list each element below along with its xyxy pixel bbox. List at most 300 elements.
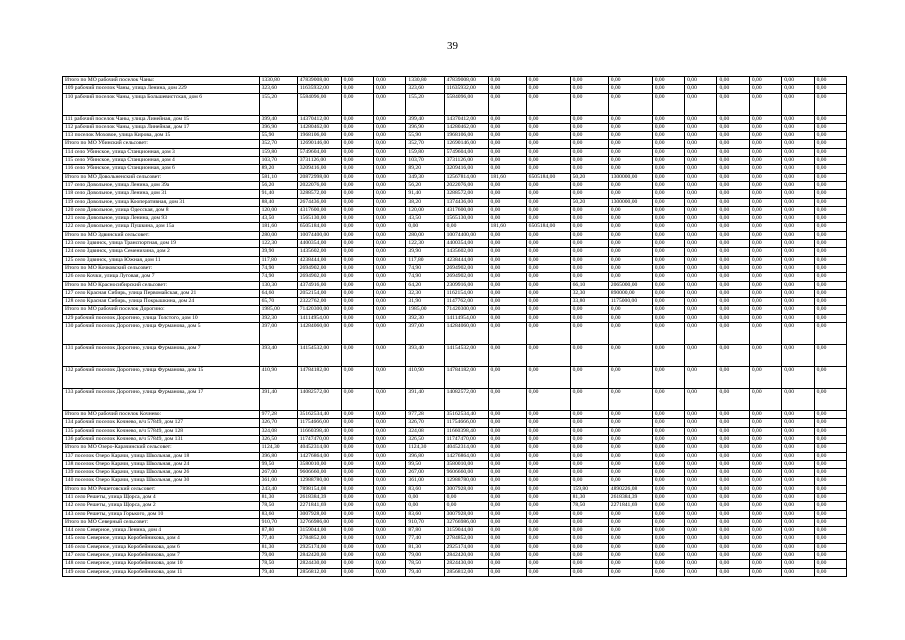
value-cell: 11660398,40 xyxy=(297,427,341,435)
value-cell: 0,00 xyxy=(652,444,684,452)
value-cell: 0,00 xyxy=(749,552,781,560)
value-cell: 0,00 xyxy=(488,157,526,165)
value-cell: 0,00 xyxy=(341,306,373,314)
value-cell: 0,00 xyxy=(652,435,684,443)
value-cell: 0,00 xyxy=(488,323,526,345)
value-cell: 2022076,00 xyxy=(444,181,488,189)
value-cell: 74,90 xyxy=(259,264,297,272)
value-cell: 38,20 xyxy=(406,198,444,206)
value-cell: 0,00 xyxy=(685,248,717,256)
value-cell: 2674436,00 xyxy=(297,198,341,206)
value-cell: 4400354,00 xyxy=(297,240,341,248)
value-cell: 399,40 xyxy=(406,115,444,123)
value-cell: 0,00 xyxy=(652,215,684,223)
value-cell: 396,90 xyxy=(406,123,444,131)
value-cell: 0,00 xyxy=(341,165,373,173)
value-cell: 0,00 xyxy=(749,165,781,173)
value-cell: 0,00 xyxy=(341,427,373,435)
value-cell: 181,60 xyxy=(488,173,526,181)
value-cell: 0,00 xyxy=(749,435,781,443)
value-cell: 11747470,00 xyxy=(444,435,488,443)
value-cell: 0,00 xyxy=(782,411,814,419)
value-cell: 0,00 xyxy=(341,543,373,551)
value-cell: 0,00 xyxy=(782,552,814,560)
table-row xyxy=(63,157,847,165)
value-cell: 6505184,00 xyxy=(526,223,570,231)
table-row-total xyxy=(63,485,847,493)
value-cell: 14280462,00 xyxy=(444,123,488,131)
value-cell: 0,00 xyxy=(374,323,406,345)
value-cell: 0,00 xyxy=(782,323,814,345)
value-cell: 0,00 xyxy=(685,543,717,551)
value-cell: 0,00 xyxy=(749,306,781,314)
value-cell: 0,00 xyxy=(652,419,684,427)
value-cell: 6505184,00 xyxy=(297,223,341,231)
row-name-cell: 122 село Довольное, улица Пушкина, дом 15а xyxy=(63,223,260,231)
value-cell: 0,00 xyxy=(652,367,684,389)
value-cell: 47839008,00 xyxy=(297,77,341,85)
table-row xyxy=(63,132,847,140)
value-cell: 0,00 xyxy=(782,435,814,443)
value-cell: 0,00 xyxy=(570,367,608,389)
value-cell: 0,00 xyxy=(814,314,846,322)
value-cell: 11635932,00 xyxy=(297,85,341,93)
value-cell: 0,00 xyxy=(717,140,749,148)
value-cell: 267,00 xyxy=(406,469,444,477)
value-cell: 0,00 xyxy=(341,493,373,501)
value-cell: 0,00 xyxy=(374,535,406,543)
value-cell: 0,00 xyxy=(526,568,570,576)
table-row xyxy=(63,165,847,173)
value-cell: 0,00 xyxy=(488,231,526,239)
value-cell: 0,00 xyxy=(749,264,781,272)
value-cell: 2694902,00 xyxy=(297,273,341,281)
value-cell: 81,30 xyxy=(570,493,608,501)
value-cell: 130,30 xyxy=(259,281,297,289)
row-name-cell: 148 село Северное, улица Коробейникова, дом 10 xyxy=(63,560,260,568)
value-cell: 1330,80 xyxy=(406,77,444,85)
value-cell: 0,00 xyxy=(685,493,717,501)
value-cell: 0,00 xyxy=(814,485,846,493)
value-cell: 14276864,00 xyxy=(297,452,341,460)
value-cell: 0,00 xyxy=(814,198,846,206)
value-cell: 0,00 xyxy=(717,85,749,93)
table-row-total xyxy=(63,140,847,148)
row-name-cell: 131 рабочий поселок Дорогино, улица Фурманова, дом 7 xyxy=(63,345,260,367)
value-cell: 4374916,00 xyxy=(297,281,341,289)
value-cell: 0,00 xyxy=(685,165,717,173)
value-cell: 0,00 xyxy=(488,248,526,256)
value-cell: 0,00 xyxy=(717,181,749,189)
value-cell: 393,40 xyxy=(259,345,297,367)
value-cell: 0,00 xyxy=(814,215,846,223)
value-cell: 56,20 xyxy=(406,181,444,189)
row-name-cell: 144 село Северное, улица Ленина, дом 4 xyxy=(63,527,260,535)
value-cell: 0,00 xyxy=(341,173,373,181)
value-cell: 0,00 xyxy=(717,345,749,367)
value-cell: 39,90 xyxy=(406,248,444,256)
value-cell: 0,00 xyxy=(717,411,749,419)
value-cell: 0,00 xyxy=(570,93,608,115)
value-cell: 0,00 xyxy=(341,115,373,123)
value-cell: 0,00 xyxy=(652,77,684,85)
value-cell: 0,00 xyxy=(341,460,373,468)
value-cell: 43,50 xyxy=(406,215,444,223)
value-cell: 0,00 xyxy=(782,231,814,239)
value-cell: 12690146,00 xyxy=(444,140,488,148)
value-cell: 0,00 xyxy=(685,502,717,510)
value-cell: 0,00 xyxy=(526,256,570,264)
value-cell: 0,00 xyxy=(749,460,781,468)
value-cell: 0,00 xyxy=(374,140,406,148)
value-cell: 2022076,00 xyxy=(297,181,341,189)
value-cell: 0,00 xyxy=(782,77,814,85)
value-cell: 0,00 xyxy=(652,452,684,460)
value-cell: 0,00 xyxy=(488,568,526,576)
value-cell: 6505184,00 xyxy=(526,173,570,181)
value-cell: 99,50 xyxy=(259,460,297,468)
value-cell: 0,00 xyxy=(341,527,373,535)
value-cell: 0,00 xyxy=(488,115,526,123)
value-cell: 0,00 xyxy=(652,157,684,165)
value-cell: 0,00 xyxy=(526,485,570,493)
row-name-cell: 142 село Решеты, улица Щорса, дом 2 xyxy=(63,502,260,510)
table-row xyxy=(63,560,847,568)
value-cell: 0,00 xyxy=(685,419,717,427)
value-cell: 7898154,08 xyxy=(297,485,341,493)
value-cell: 0,00 xyxy=(685,427,717,435)
value-cell: 0,00 xyxy=(526,190,570,198)
value-cell: 0,00 xyxy=(685,560,717,568)
row-name-cell: 121 село Довольное, улица Ленина, дом 93 xyxy=(63,215,260,223)
value-cell: 0,00 xyxy=(814,181,846,189)
value-cell: 0,00 xyxy=(652,535,684,543)
value-cell: 0,00 xyxy=(374,206,406,214)
value-cell: 0,00 xyxy=(685,469,717,477)
value-cell: 0,00 xyxy=(717,477,749,485)
value-cell: 0,00 xyxy=(652,148,684,156)
value-cell: 14284060,00 xyxy=(297,323,341,345)
value-cell: 0,00 xyxy=(782,543,814,551)
value-cell: 0,00 xyxy=(341,435,373,443)
value-cell: 0,00 xyxy=(374,560,406,568)
value-cell: 0,00 xyxy=(374,367,406,389)
value-cell: 89,20 xyxy=(259,165,297,173)
value-cell: 0,00 xyxy=(749,115,781,123)
value-cell: 0,00 xyxy=(782,181,814,189)
value-cell: 9606660,00 xyxy=(297,469,341,477)
value-cell: 0,00 xyxy=(341,181,373,189)
value-cell: 0,00 xyxy=(341,85,373,93)
value-cell: 1300000,00 xyxy=(608,173,652,181)
value-cell: 0,00 xyxy=(717,215,749,223)
value-cell: 396,80 xyxy=(259,452,297,460)
value-cell: 0,00 xyxy=(749,345,781,367)
value-cell: 0,00 xyxy=(685,314,717,322)
value-cell: 47839008,00 xyxy=(444,77,488,85)
value-cell: 0,00 xyxy=(749,444,781,452)
value-cell: 0,00 xyxy=(341,469,373,477)
value-cell: 0,00 xyxy=(782,527,814,535)
value-cell: 0,00 xyxy=(749,281,781,289)
value-cell: 0,00 xyxy=(782,157,814,165)
value-cell: 0,00 xyxy=(374,485,406,493)
row-name-cell: Итого по МО Северный сельсовет: xyxy=(63,518,260,526)
value-cell: 0,00 xyxy=(488,314,526,322)
value-cell: 1985,00 xyxy=(259,306,297,314)
value-cell: 117,80 xyxy=(406,256,444,264)
value-cell: 32766986,00 xyxy=(297,518,341,526)
value-cell: 0,00 xyxy=(374,215,406,223)
value-cell: 0,00 xyxy=(341,477,373,485)
value-cell: 0,00 xyxy=(717,148,749,156)
value-cell: 0,00 xyxy=(488,510,526,518)
value-cell: 3159044,00 xyxy=(297,527,341,535)
value-cell: 0,00 xyxy=(444,493,488,501)
value-cell: 1968106,00 xyxy=(444,132,488,140)
value-cell: 324,08 xyxy=(259,427,297,435)
value-cell: 3007928,00 xyxy=(444,485,488,493)
value-cell: 0,00 xyxy=(717,132,749,140)
value-cell: 87,80 xyxy=(259,527,297,535)
value-cell: 1565130,00 xyxy=(297,215,341,223)
value-cell: 0,00 xyxy=(749,469,781,477)
value-cell: 0,00 xyxy=(488,427,526,435)
value-cell: 2842420,00 xyxy=(444,552,488,560)
value-cell: 0,00 xyxy=(374,273,406,281)
value-cell: 0,00 xyxy=(782,314,814,322)
value-cell: 0,00 xyxy=(526,248,570,256)
table-row xyxy=(63,298,847,306)
value-cell: 0,00 xyxy=(526,444,570,452)
row-name-cell: 109 рабочий поселок Чаны, улица Ленина, дом 229 xyxy=(63,85,260,93)
value-cell: 0,00 xyxy=(608,411,652,419)
value-cell: 0,00 xyxy=(608,552,652,560)
value-cell: 0,00 xyxy=(608,518,652,526)
value-cell: 0,00 xyxy=(526,452,570,460)
row-name-cell: 124 село Здвинск, улица Семенихина, дом 2 xyxy=(63,248,260,256)
value-cell: 0,00 xyxy=(608,190,652,198)
value-cell: 2065000,00 xyxy=(608,281,652,289)
value-cell: 0,00 xyxy=(717,240,749,248)
value-cell: 0,00 xyxy=(608,477,652,485)
value-cell: 0,00 xyxy=(570,543,608,551)
value-cell: 0,00 xyxy=(374,173,406,181)
value-cell: 1565130,00 xyxy=(444,215,488,223)
value-cell: 0,00 xyxy=(374,181,406,189)
value-cell: 0,00 xyxy=(488,460,526,468)
value-cell: 0,00 xyxy=(374,389,406,411)
row-name-cell: 129 рабочий поселок Дорогино, улица Толстого, дом 10 xyxy=(63,314,260,322)
value-cell: 0,00 xyxy=(685,298,717,306)
table-row xyxy=(63,223,847,231)
page-number: 39 xyxy=(447,40,458,52)
value-cell: 1300000,00 xyxy=(608,198,652,206)
value-cell: 89,20 xyxy=(406,165,444,173)
value-cell: 2694902,00 xyxy=(444,264,488,272)
value-cell: 159,80 xyxy=(570,485,608,493)
value-cell: 3007928,00 xyxy=(297,510,341,518)
table-row xyxy=(63,427,847,435)
value-cell: 0,00 xyxy=(814,411,846,419)
value-cell: 71420300,00 xyxy=(444,306,488,314)
value-cell: 326,50 xyxy=(259,435,297,443)
value-cell: 0,00 xyxy=(374,314,406,322)
table-row xyxy=(63,215,847,223)
value-cell: 11754666,00 xyxy=(297,419,341,427)
value-cell: 0,00 xyxy=(608,181,652,189)
value-cell: 0,00 xyxy=(717,157,749,165)
value-cell: 0,00 xyxy=(608,264,652,272)
value-cell: 0,00 xyxy=(570,123,608,131)
value-cell: 0,00 xyxy=(814,427,846,435)
value-cell: 0,00 xyxy=(374,427,406,435)
value-cell: 0,00 xyxy=(488,240,526,248)
value-cell: 0,00 xyxy=(652,256,684,264)
table-row xyxy=(63,115,847,123)
value-cell: 0,00 xyxy=(608,77,652,85)
value-cell: 0,00 xyxy=(652,469,684,477)
value-cell: 0,00 xyxy=(782,206,814,214)
value-cell: 0,00 xyxy=(782,452,814,460)
value-cell: 0,00 xyxy=(685,223,717,231)
value-cell: 0,00 xyxy=(652,477,684,485)
value-cell: 0,00 xyxy=(782,240,814,248)
value-cell: 0,00 xyxy=(782,367,814,389)
value-cell: 0,00 xyxy=(685,206,717,214)
value-cell: 0,00 xyxy=(717,223,749,231)
value-cell: 0,00 xyxy=(782,273,814,281)
value-cell: 1374436,00 xyxy=(444,198,488,206)
value-cell: 0,00 xyxy=(526,77,570,85)
value-cell: 0,00 xyxy=(685,452,717,460)
value-cell: 0,00 xyxy=(652,493,684,501)
value-cell: 0,00 xyxy=(374,469,406,477)
row-name-cell: 117 село Довольное, улица Ленина, дом 39а xyxy=(63,181,260,189)
row-name-cell: 123 село Здвинск, улица Транспортная, дом 19 xyxy=(63,240,260,248)
value-cell: 0,00 xyxy=(749,256,781,264)
table-row xyxy=(63,248,847,256)
value-cell: 11660398,40 xyxy=(444,427,488,435)
table-row-total xyxy=(63,264,847,272)
value-cell: 78,50 xyxy=(259,560,297,568)
value-cell: 0,00 xyxy=(717,77,749,85)
value-cell: 0,00 xyxy=(488,85,526,93)
value-cell: 120,00 xyxy=(259,206,297,214)
value-cell: 0,00 xyxy=(570,148,608,156)
value-cell: 0,00 xyxy=(685,93,717,115)
value-cell: 0,00 xyxy=(814,256,846,264)
value-cell: 0,00 xyxy=(374,281,406,289)
value-cell: 0,00 xyxy=(685,240,717,248)
value-cell: 0,00 xyxy=(608,256,652,264)
value-cell: 0,00 xyxy=(814,435,846,443)
row-name-cell: Итого по МО Довольненский сельсовет: xyxy=(63,173,260,181)
table-row-total xyxy=(63,231,847,239)
value-cell: 0,00 xyxy=(685,460,717,468)
value-cell: 0,00 xyxy=(814,273,846,281)
value-cell: 0,00 xyxy=(652,93,684,115)
value-cell: 392,30 xyxy=(406,314,444,322)
value-cell: 0,00 xyxy=(814,140,846,148)
value-cell: 0,00 xyxy=(570,215,608,223)
row-name-cell: 115 село Убинское, улица Станционная, дом 4 xyxy=(63,157,260,165)
value-cell: 4400354,00 xyxy=(444,240,488,248)
value-cell: 0,00 xyxy=(374,419,406,427)
value-cell: 0,00 xyxy=(717,518,749,526)
value-cell: 0,00 xyxy=(717,419,749,427)
value-cell: 0,00 xyxy=(488,493,526,501)
value-cell: 0,00 xyxy=(814,157,846,165)
value-cell: 0,00 xyxy=(782,502,814,510)
value-cell: 0,00 xyxy=(652,510,684,518)
value-cell: 0,00 xyxy=(685,345,717,367)
value-cell: 0,00 xyxy=(717,298,749,306)
value-cell: 0,00 xyxy=(717,248,749,256)
value-cell: 12988780,00 xyxy=(297,477,341,485)
value-cell: 0,00 xyxy=(652,560,684,568)
value-cell: 0,00 xyxy=(570,157,608,165)
value-cell: 14082572,00 xyxy=(297,389,341,411)
value-cell: 0,00 xyxy=(374,198,406,206)
value-cell: 0,00 xyxy=(749,367,781,389)
table-row xyxy=(63,460,847,468)
value-cell: 0,00 xyxy=(652,173,684,181)
table-row xyxy=(63,419,847,427)
value-cell: 3007928,00 xyxy=(444,510,488,518)
value-cell: 323,60 xyxy=(259,85,297,93)
value-cell: 0,00 xyxy=(717,323,749,345)
value-cell: 0,00 xyxy=(526,323,570,345)
value-cell: 2322762,00 xyxy=(297,298,341,306)
value-cell: 0,00 xyxy=(685,132,717,140)
value-cell: 0,00 xyxy=(608,469,652,477)
table-row xyxy=(63,435,847,443)
value-cell: 0,00 xyxy=(608,306,652,314)
table-row-total xyxy=(63,306,847,314)
value-cell: 0,00 xyxy=(374,240,406,248)
value-cell: 0,00 xyxy=(749,527,781,535)
value-cell: 78,50 xyxy=(570,502,608,510)
value-cell: 0,00 xyxy=(717,231,749,239)
value-cell: 0,00 xyxy=(717,485,749,493)
value-cell: 0,00 xyxy=(749,140,781,148)
value-cell: 0,00 xyxy=(374,411,406,419)
value-cell: 0,00 xyxy=(749,314,781,322)
value-cell: 33,80 xyxy=(570,298,608,306)
value-cell: 0,00 xyxy=(341,273,373,281)
value-cell: 0,00 xyxy=(685,140,717,148)
value-cell: 0,00 xyxy=(652,323,684,345)
value-cell: 0,00 xyxy=(608,460,652,468)
value-cell: 0,00 xyxy=(814,502,846,510)
value-cell: 0,00 xyxy=(652,298,684,306)
value-cell: 159,80 xyxy=(406,148,444,156)
value-cell: 0,00 xyxy=(374,93,406,115)
value-cell: 3159044,00 xyxy=(444,527,488,535)
value-cell: 0,00 xyxy=(749,173,781,181)
table-row xyxy=(63,190,847,198)
row-name-cell: 112 рабочий поселок Чаны, улица Линейная, дом 17 xyxy=(63,123,260,131)
value-cell: 77,40 xyxy=(406,535,444,543)
value-cell: 0,00 xyxy=(814,115,846,123)
value-cell: 0,00 xyxy=(717,367,749,389)
value-cell: 0,00 xyxy=(374,123,406,131)
value-cell: 0,00 xyxy=(608,223,652,231)
value-cell: 0,00 xyxy=(814,389,846,411)
value-cell: 0,00 xyxy=(749,240,781,248)
row-name-cell: Итого по МО рабочий поселок Чаны: xyxy=(63,77,260,85)
